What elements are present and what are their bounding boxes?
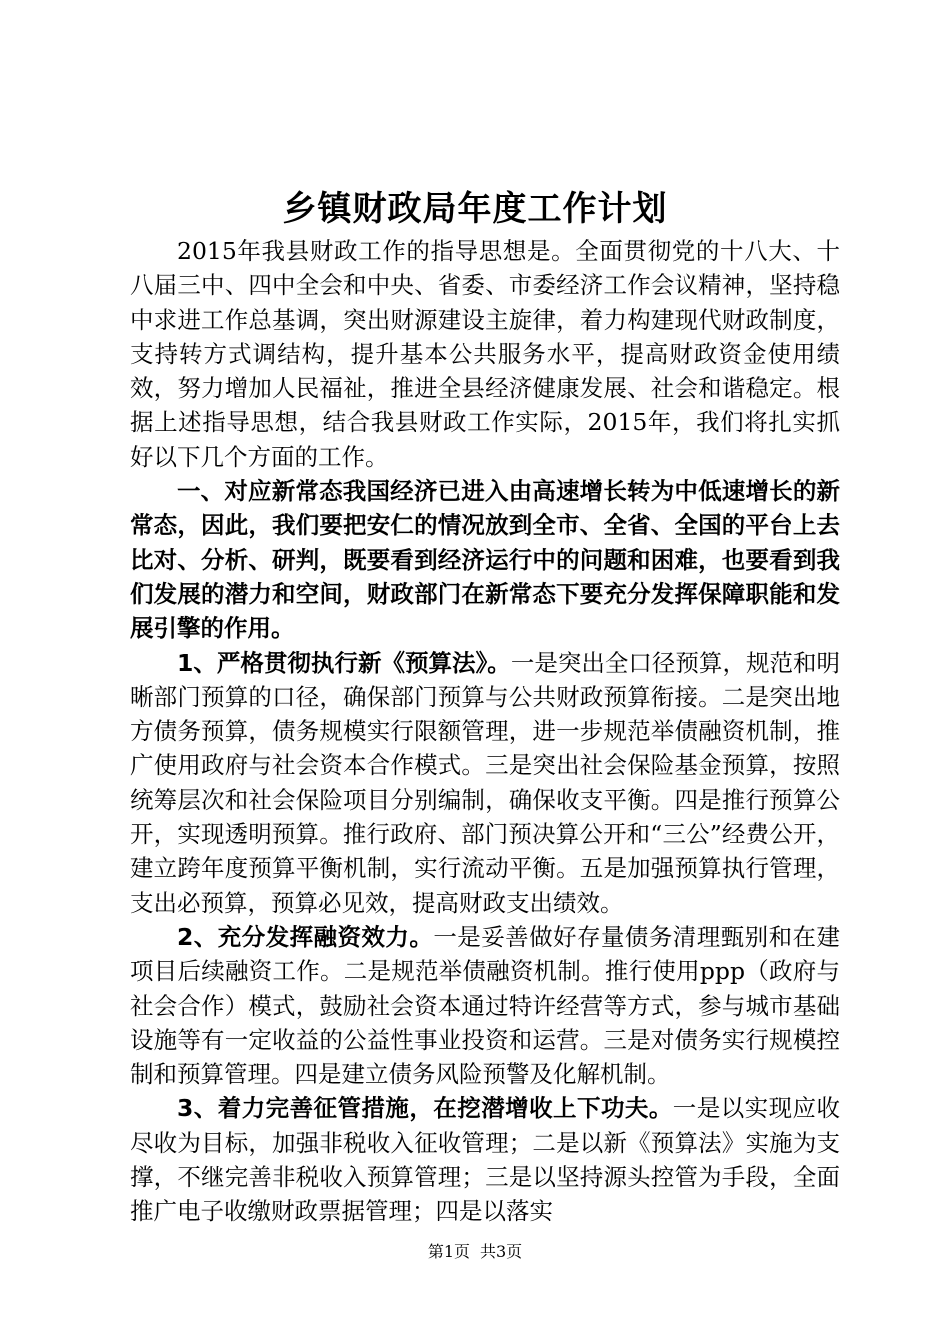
paragraph-lead: 1、严格贯彻执行新《预算法》。	[177, 648, 511, 677]
paragraph-intro	[130, 234, 840, 474]
page-footer	[0, 1240, 950, 1264]
page-number: 第1页	[427, 1242, 470, 1261]
page-total: 共3页	[480, 1242, 523, 1261]
paragraph-section-1	[130, 474, 840, 645]
paragraph-lead: 一、对应新常态我国经济已进入由高速增长转为中低速增长的新常态，因此，我们要把安仁的情况放到全市、全省、全国的平台上去比对、分析、研判，既要看到经济运行中的问题和困难，也要看到我们发展的潜力和空间，财政部门在新常态下要充分发挥保障职能和发展引擎的作用。	[130, 477, 840, 643]
paragraph-item-1	[130, 646, 840, 920]
paragraph-item-3	[130, 1091, 840, 1228]
paragraph-lead: 3、着力完善征管措施，在挖潜增收上下功夫。	[177, 1094, 673, 1123]
paragraph-text: 一是突出全口径预算，规范和明晰部门预算的口径，确保部门预算与公共财政预算衔接。二是突出地方债务预算，债务规模实行限额管理，进一步规范举债融资机制，推广使用政府与社会资本合作模式。三是突出社会保险基金预算，按照统筹层次和社会保险项目分别编制，确保收支平衡。四是推行预算公开，实现透明预算。推行政府、部门预决算公开和“三公”经费公开，建立跨年度预算平衡机制，实行流动平衡。五是加强预算执行管理，支出必预算，预算必见效，提高财政支出绩效。	[130, 648, 840, 917]
document-title: 乡镇财政局年度工作计划	[282, 189, 668, 229]
paragraph-text: 一是以实现应收尽收为目标，加强非税收入征收管理；二是以新《预算法》实施为支撑，不继完善非税收入预算管理；三是以坚持源头控管为手段，全面推广电子收缴财政票据管理；四是以落实	[130, 1094, 840, 1226]
paragraph-text: 2015年我县财政工作的指导思想是。全面贯彻党的十八大、十八届三中、四中全会和中央、省委、市委经济工作会议精神，坚持稳中求进工作总基调，突出财源建设主旋律，着力构建现代财政制度，支持转方式调结构，提升基本公共服务水平，提高财政资金使用绩效，努力增加人民福祉，推进全县经济健康发展、社会和谐稳定。根据上述指导思想，结合我县财政工作实际，2015年，我们将扎实抓好以下几个方面的工作。	[130, 237, 840, 471]
paragraph-lead: 2、充分发挥融资效力。	[177, 922, 434, 951]
paragraph-item-2	[130, 920, 840, 1091]
paragraph-text: 一是妥善做好存量债务清理甄别和在建项目后续融资工作。二是规范举债融资机制。推行使用ppp（政府与社会合作）模式，鼓励社会资本通过特许经营等方式，参与城市基础设施等有一定收益的公益性事业投资和运营。三是对债务实行规模控制和预算管理。四是建立债务风险预警及化解机制。	[130, 922, 841, 1089]
document-body	[130, 234, 840, 1229]
